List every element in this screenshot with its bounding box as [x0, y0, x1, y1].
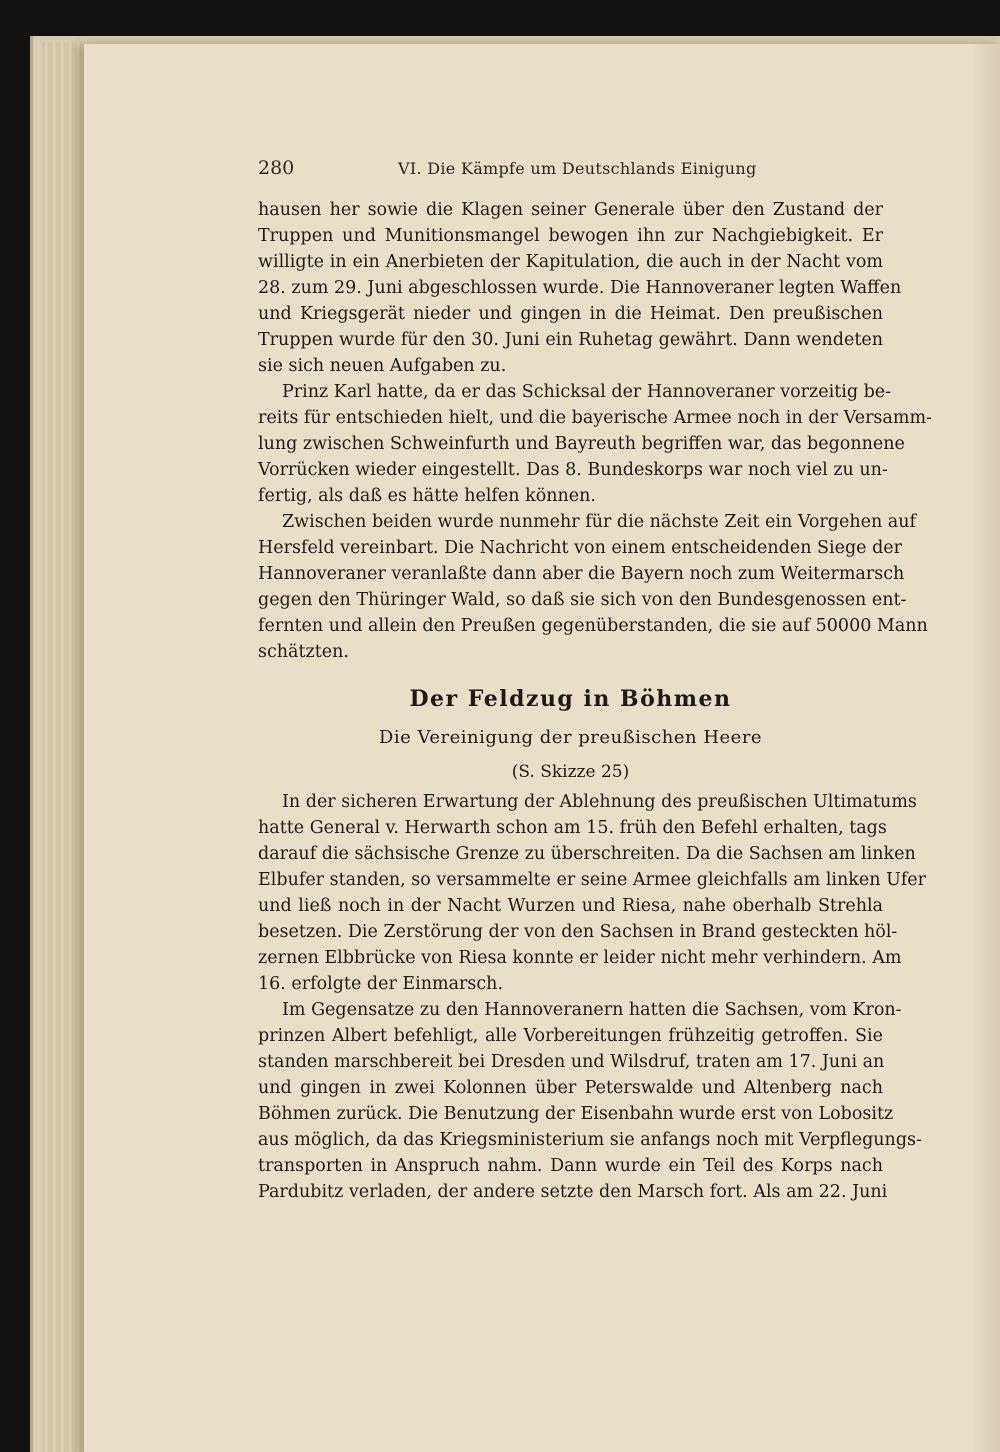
- text-line: Hersfeld vereinbart. Die Nachricht von einem entscheidenden Siege der: [258, 538, 903, 558]
- text-line: transporten in Anspruch nahm. Dann wurde ein Teil des Korps nach: [258, 1156, 883, 1176]
- text-line: 16. erfolgte der Einmarsch.: [258, 974, 504, 994]
- text-line: Hannoveraner veranlaßte dann aber die Bayern noch zum Weitermarsch: [258, 564, 905, 584]
- text-line: Böhmen zurück. Die Benutzung der Eisenbahn wurde erst von Lobositz: [258, 1104, 894, 1124]
- text-line: sie sich neuen Aufgaben zu.: [258, 356, 507, 376]
- running-title: VI. Die Kämpfe um Deutschlands Einigung: [398, 159, 757, 178]
- text-line: Vorrücken wieder eingestellt. Das 8. Bundeskorps war noch viel zu un-: [258, 460, 888, 480]
- text-line: Zwischen beiden wurde nunmehr für die nächste Zeit ein Vorgehen auf: [282, 512, 916, 532]
- text-line: fernten und allein den Preußen gegenüberstanden, die sie auf 50000 Mann: [258, 616, 928, 636]
- text-line: lung zwischen Schweinfurth und Bayreuth begriffen war, das begonnene: [258, 434, 905, 454]
- text-line: 28. zum 29. Juni abgeschlossen wurde. Die Hannoveraner legten Waffen: [258, 278, 902, 298]
- subsection-title: Die Vereinigung der preußischen Heere: [378, 727, 763, 748]
- page-number: 280: [258, 157, 295, 179]
- text-line: Pardubitz verladen, der andere setzte den Marsch fort. Als am 22. Juni: [258, 1182, 888, 1202]
- text-line: hatte General v. Herwarth schon am 15. früh den Befehl erhalten, tags: [258, 818, 887, 838]
- text-line: willigte in ein Anerbieten der Kapitulation, die auch in der Nacht vom: [258, 252, 883, 272]
- text-line: zernen Elbbrücke von Riesa konnte er leider nicht mehr verhindern. Am: [258, 948, 902, 968]
- text-line: Prinz Karl hatte, da er das Schicksal der Hannoveraner vorzeitig be-: [282, 382, 892, 402]
- text-line: und ließ noch in der Nacht Wurzen und Riesa, nahe oberhalb Strehla: [258, 896, 883, 916]
- section-title: Der Feldzug in Böhmen: [409, 686, 732, 712]
- body-text: [258, 197, 932, 1205]
- text-line: gegen den Thüringer Wald, so daß sie sich von den Bundesgenossen ent-: [258, 590, 907, 610]
- text-line: prinzen Albert befehligt, alle Vorbereitungen frühzeitig getroffen. Sie: [258, 1026, 883, 1046]
- text-line: aus möglich, da das Kriegsministerium sie anfangs noch mit Verpflegungs-: [258, 1130, 922, 1150]
- text-line: reits für entschieden hielt, und die bayerische Armee noch in der Versamm-: [258, 408, 932, 428]
- text-line: fertig, als daß es hätte helfen können.: [258, 486, 596, 506]
- text-line: Truppen wurde für den 30. Juni ein Ruhetag gewährt. Dann wendeten: [258, 330, 883, 350]
- text-line: In der sicheren Erwartung der Ablehnung des preußischen Ultimatums: [282, 792, 917, 812]
- text-line: besetzen. Die Zerstörung der von den Sachsen in Brand gesteckten höl-: [258, 922, 898, 942]
- text-line: Truppen und Munitionsmangel bewogen ihn zur Nachgiebigkeit. Er: [258, 226, 883, 246]
- text-line: und gingen in zwei Kolonnen über Peterswalde und Altenberg nach: [258, 1078, 883, 1098]
- text-line: hausen her sowie die Klagen seiner Generale über den Zustand der: [258, 200, 883, 220]
- text-line: Im Gegensatze zu den Hannoveranern hatten die Sachsen, vom Kron-: [282, 1000, 902, 1020]
- text-line: und Kriegsgerät nieder und gingen in die Heimat. Den preußischen: [258, 304, 883, 324]
- sketch-reference: (S. Skizze 25): [511, 762, 630, 782]
- text-line: Elbufer standen, so versammelte er seine Armee gleichfalls am linken Ufer: [258, 870, 927, 890]
- text-line: standen marschbereit bei Dresden und Wilsdruf, traten am 17. Juni an: [258, 1052, 885, 1072]
- page-header: [258, 155, 883, 185]
- text-line: darauf die sächsische Grenze zu überschreiten. Da die Sachsen am linken: [258, 844, 916, 864]
- text-line: schätzten.: [258, 642, 349, 662]
